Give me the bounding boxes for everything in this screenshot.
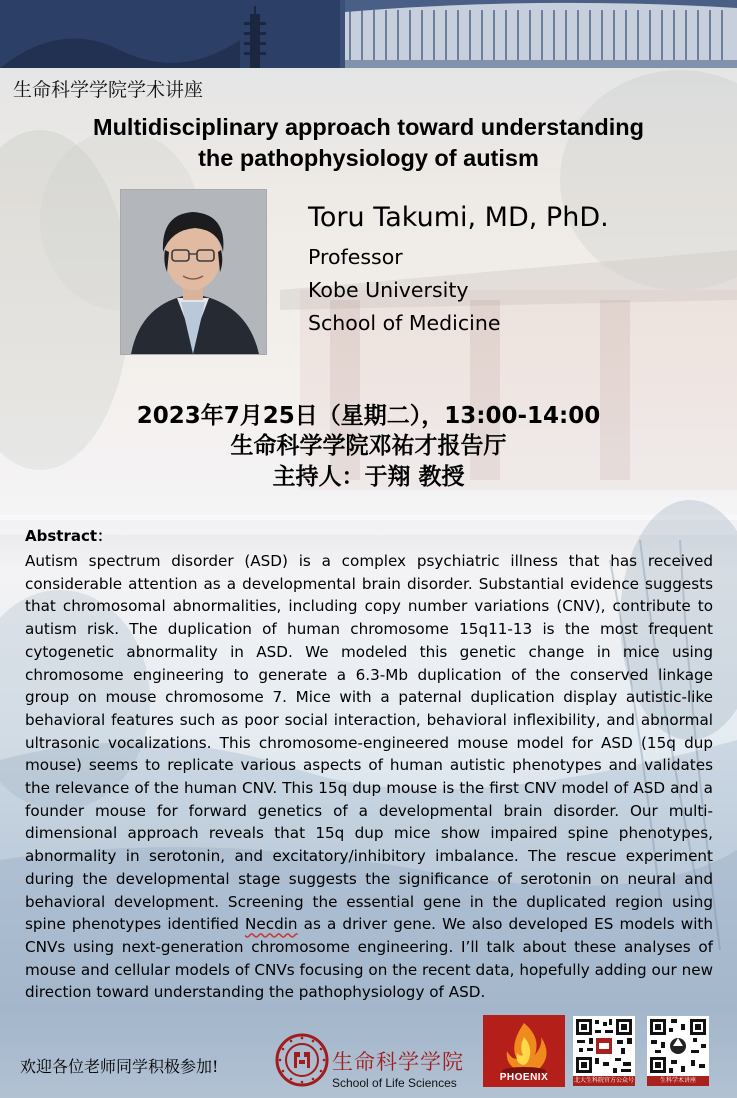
school-name-chinese: 生命科学学院 [332,1050,464,1074]
lecture-series-label: 生命科学学院学术讲座 [13,79,204,101]
speaker-school: School of Medicine [308,311,501,335]
qr-caption-official-account: 北大生科院官方公众号 [573,1077,634,1084]
event-host: 主持人：于翔 教授 [272,464,465,490]
abstract-text-part-2: as a driver gene. We also developed ES models with CNVs using next-generation chromosome engineering. I’ll talk about these analyses of mouse and cellular models of CNVs focusing on the recent data, hopefully adding our new direction toward understanding the pathophysiology of ASD. [25,915,713,1002]
abstract-label: Abstract： [25,527,113,545]
phoenix-label: PHOENIX [499,1072,549,1083]
speaker-photo [120,189,267,355]
abstract-body [25,550,713,1004]
qr-code-lecture-series [647,1016,709,1076]
lecture-title [20,112,717,174]
qr-code-official-account [573,1016,635,1076]
title-line-1: Multidisciplinary approach toward understanding [93,114,644,140]
event-venue: 生命科学学院邓祐才报告厅 [230,433,507,459]
abstract-highlight-gene: Necdin [245,915,298,934]
abstract-text-part-1: Autism spectrum disorder (ASD) is a complex psychiatric illness that has received considerable attention as a developmental brain disorder. Substantial evidence suggests that chromosomal abnormalities, including copy number variations (CNV), contribute to autism risk. The duplication of human chromosome 15q11-13 is the most frequent cytogenetic abnormality in ASD. We modeled this genetic change in mice using chromosome engineering to generate a 6.3-Mb duplication of the conserved linkage group on mouse chromosome 7. Mice with a paternal duplication display autistic-like behavioral features such as poor social interaction, behavioral inflexibility, and abnormal ultrasonic vocalizations. This chromosome-engineered mouse model for ASD (15q dup mouse) seems to replicate various aspects of human autistic phenotypes and validates the relevance of the human CNV. This 15q dup mouse is the first CNV model of ASD and a founder mouse for forward genetics of a developmental brain disorder. Our multi-dimensional approach reveals that 15q dup mice show impaired spine phenotypes, abnormality in serotonin, and excitatory/inhibitory imbalance. The rescue experiment during the developmental stage suggests the significance of serotonin on neural and behavioral development. Screening the essential gene in the duplicated region using spine phenotypes identified [25,552,713,934]
banner-scenery [0,0,737,68]
speaker-university: Kobe University [308,278,469,302]
speaker-position: Professor [308,245,403,269]
qr-caption-lecture-series: 生科学术讲座 [647,1076,709,1086]
school-name-english: School of Life Sciences [332,1076,457,1090]
welcome-message: 欢迎各位老师同学积极参加! [20,1057,219,1076]
phoenix-logo [483,1015,565,1087]
pku-logo-icon [275,1033,329,1087]
top-banner [0,0,737,68]
event-datetime: 2023年7月25日（星期二），13:00-14:00 [136,403,601,429]
speaker-name: Toru Takumi, MD, PhD. [308,202,609,233]
title-line-2: the pathophysiology of autism [198,145,539,171]
speaker-portrait-image [121,190,266,354]
